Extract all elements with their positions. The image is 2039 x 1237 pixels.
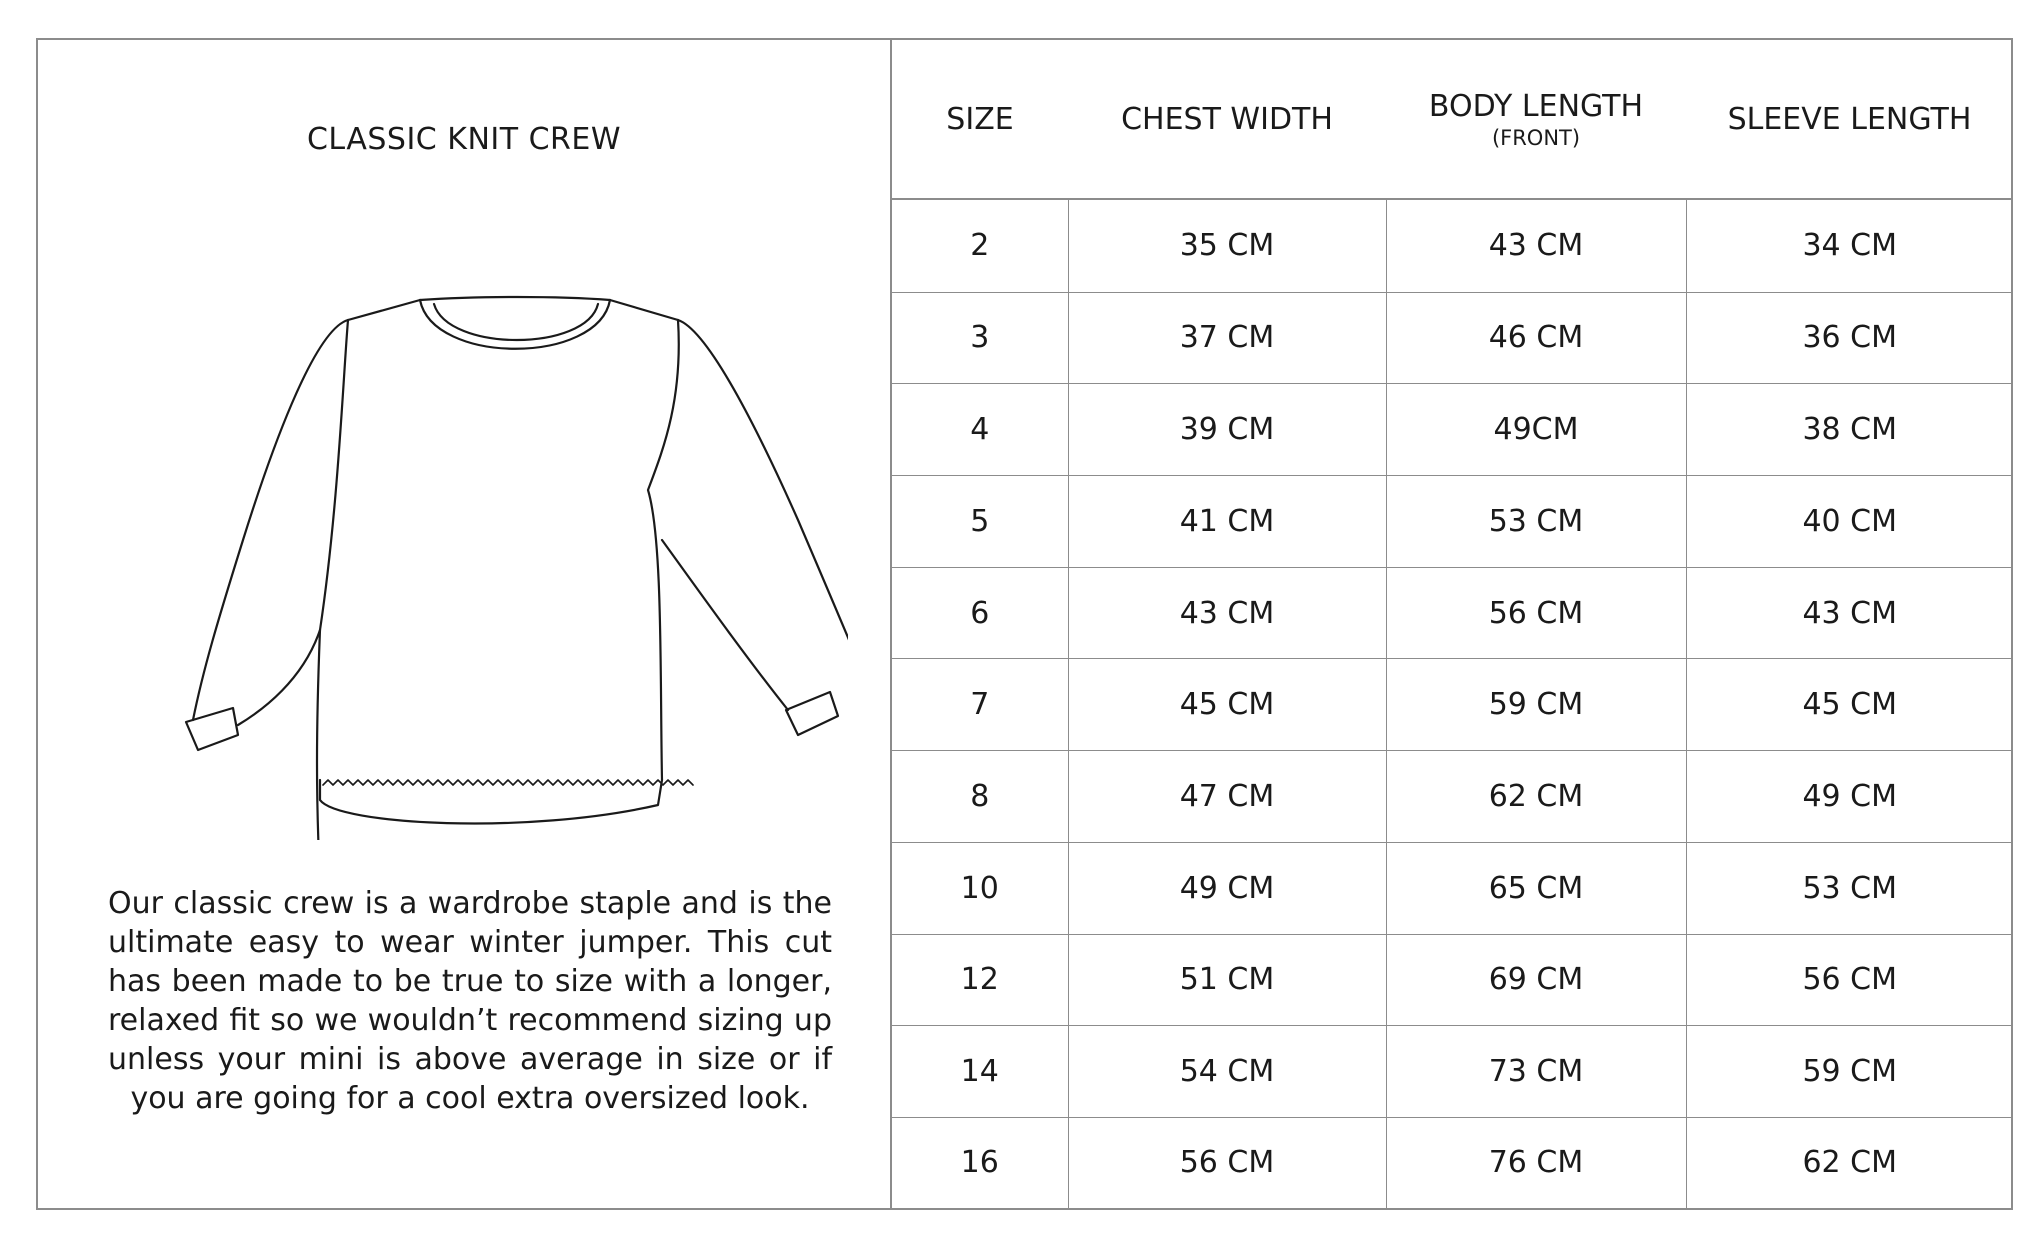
- cell-sleeve-length: 36 CM: [1686, 292, 2013, 384]
- cell-body-length: 53 CM: [1386, 475, 1686, 567]
- cell-chest-width: 41 CM: [1068, 475, 1386, 567]
- table-row: [892, 384, 2013, 476]
- cell-size: 3: [892, 292, 1068, 384]
- size-guide-sheet: [36, 38, 2013, 1210]
- cell-body-length: 73 CM: [1386, 1026, 1686, 1118]
- cell-body-length: 49CM: [1386, 384, 1686, 476]
- table-row: [892, 659, 2013, 751]
- cell-sleeve-length: 56 CM: [1686, 934, 2013, 1026]
- table-row: [892, 1117, 2013, 1208]
- table-row: [892, 292, 2013, 384]
- cell-size: 4: [892, 384, 1068, 476]
- cell-size: 12: [892, 934, 1068, 1026]
- cell-sleeve-length: 59 CM: [1686, 1026, 2013, 1118]
- header-row: [892, 40, 2013, 199]
- cell-sleeve-length: 38 CM: [1686, 384, 2013, 476]
- cell-chest-width: 54 CM: [1068, 1026, 1386, 1118]
- header-sleeve-length: SLEEVE LENGTH: [1686, 40, 2013, 199]
- cell-size: 7: [892, 659, 1068, 751]
- cell-chest-width: 47 CM: [1068, 751, 1386, 843]
- cell-body-length: 65 CM: [1386, 842, 1686, 934]
- table-row: [892, 1026, 2013, 1118]
- cell-sleeve-length: 49 CM: [1686, 751, 2013, 843]
- cell-size: 5: [892, 475, 1068, 567]
- cell-chest-width: 51 CM: [1068, 934, 1386, 1026]
- cell-size: 8: [892, 751, 1068, 843]
- cell-sleeve-length: 43 CM: [1686, 567, 2013, 659]
- cell-size: 2: [892, 199, 1068, 292]
- cell-size: 6: [892, 567, 1068, 659]
- cell-sleeve-length: 34 CM: [1686, 199, 2013, 292]
- size-table: [892, 40, 2013, 1208]
- cell-body-length: 59 CM: [1386, 659, 1686, 751]
- header-chest-width: CHEST WIDTH: [1068, 40, 1386, 199]
- table-row: [892, 475, 2013, 567]
- cell-size: 16: [960, 1145, 999, 1181]
- cell-body-length: 46 CM: [1386, 292, 1686, 384]
- cell-body-length: 69 CM: [1386, 934, 1686, 1026]
- cell-body-length: 76 CM: [1386, 1117, 1686, 1208]
- cell-chest-width: 43 CM: [1068, 567, 1386, 659]
- table-row: [892, 934, 2013, 1026]
- cell-size: 10: [892, 842, 1068, 934]
- cell-size: 14: [892, 1026, 1068, 1118]
- cell-sleeve-length: 53 CM: [1686, 842, 2013, 934]
- header-body-length-sub: (FRONT): [1491, 125, 1581, 150]
- product-description: Our classic crew is a wardrobe staple and is the ultimate easy to wear winter jumper. This cut has been made to be true to size with a longer, relaxed fit so we wouldn’t recommend sizing up unless your mini is above average in size or if you are going for a cool extra oversized look.: [108, 886, 832, 1116]
- header-body-length: BODY LENGTH (FRONT): [1386, 40, 1686, 199]
- cell-body-length: 62 CM: [1386, 751, 1686, 843]
- cell-chest-width: 35 CM: [1068, 199, 1386, 292]
- cell-sleeve-length: 45 CM: [1686, 659, 2013, 751]
- cell-chest-width: 56 CM: [1068, 1117, 1386, 1208]
- product-panel: [38, 40, 892, 1208]
- table-row: [892, 199, 2013, 292]
- product-title: CLASSIC KNIT CREW: [306, 122, 622, 157]
- cell-chest-width: 39 CM: [1068, 384, 1386, 476]
- table-row: [892, 567, 2013, 659]
- table-row: [892, 842, 2013, 934]
- cell-body-length: 43 CM: [1386, 199, 1686, 292]
- cell-chest-width: 45 CM: [1068, 659, 1386, 751]
- cell-sleeve-length: 62 CM: [1686, 1117, 2013, 1208]
- sweater-outline-icon: [98, 260, 848, 840]
- cell-chest-width: 49 CM: [1068, 842, 1386, 934]
- header-size: SIZE: [892, 40, 1068, 199]
- table-row: [892, 751, 2013, 843]
- cell-body-length: 56 CM: [1386, 567, 1686, 659]
- cell-chest-width: 37 CM: [1068, 292, 1386, 384]
- cell-sleeve-length: 40 CM: [1686, 475, 2013, 567]
